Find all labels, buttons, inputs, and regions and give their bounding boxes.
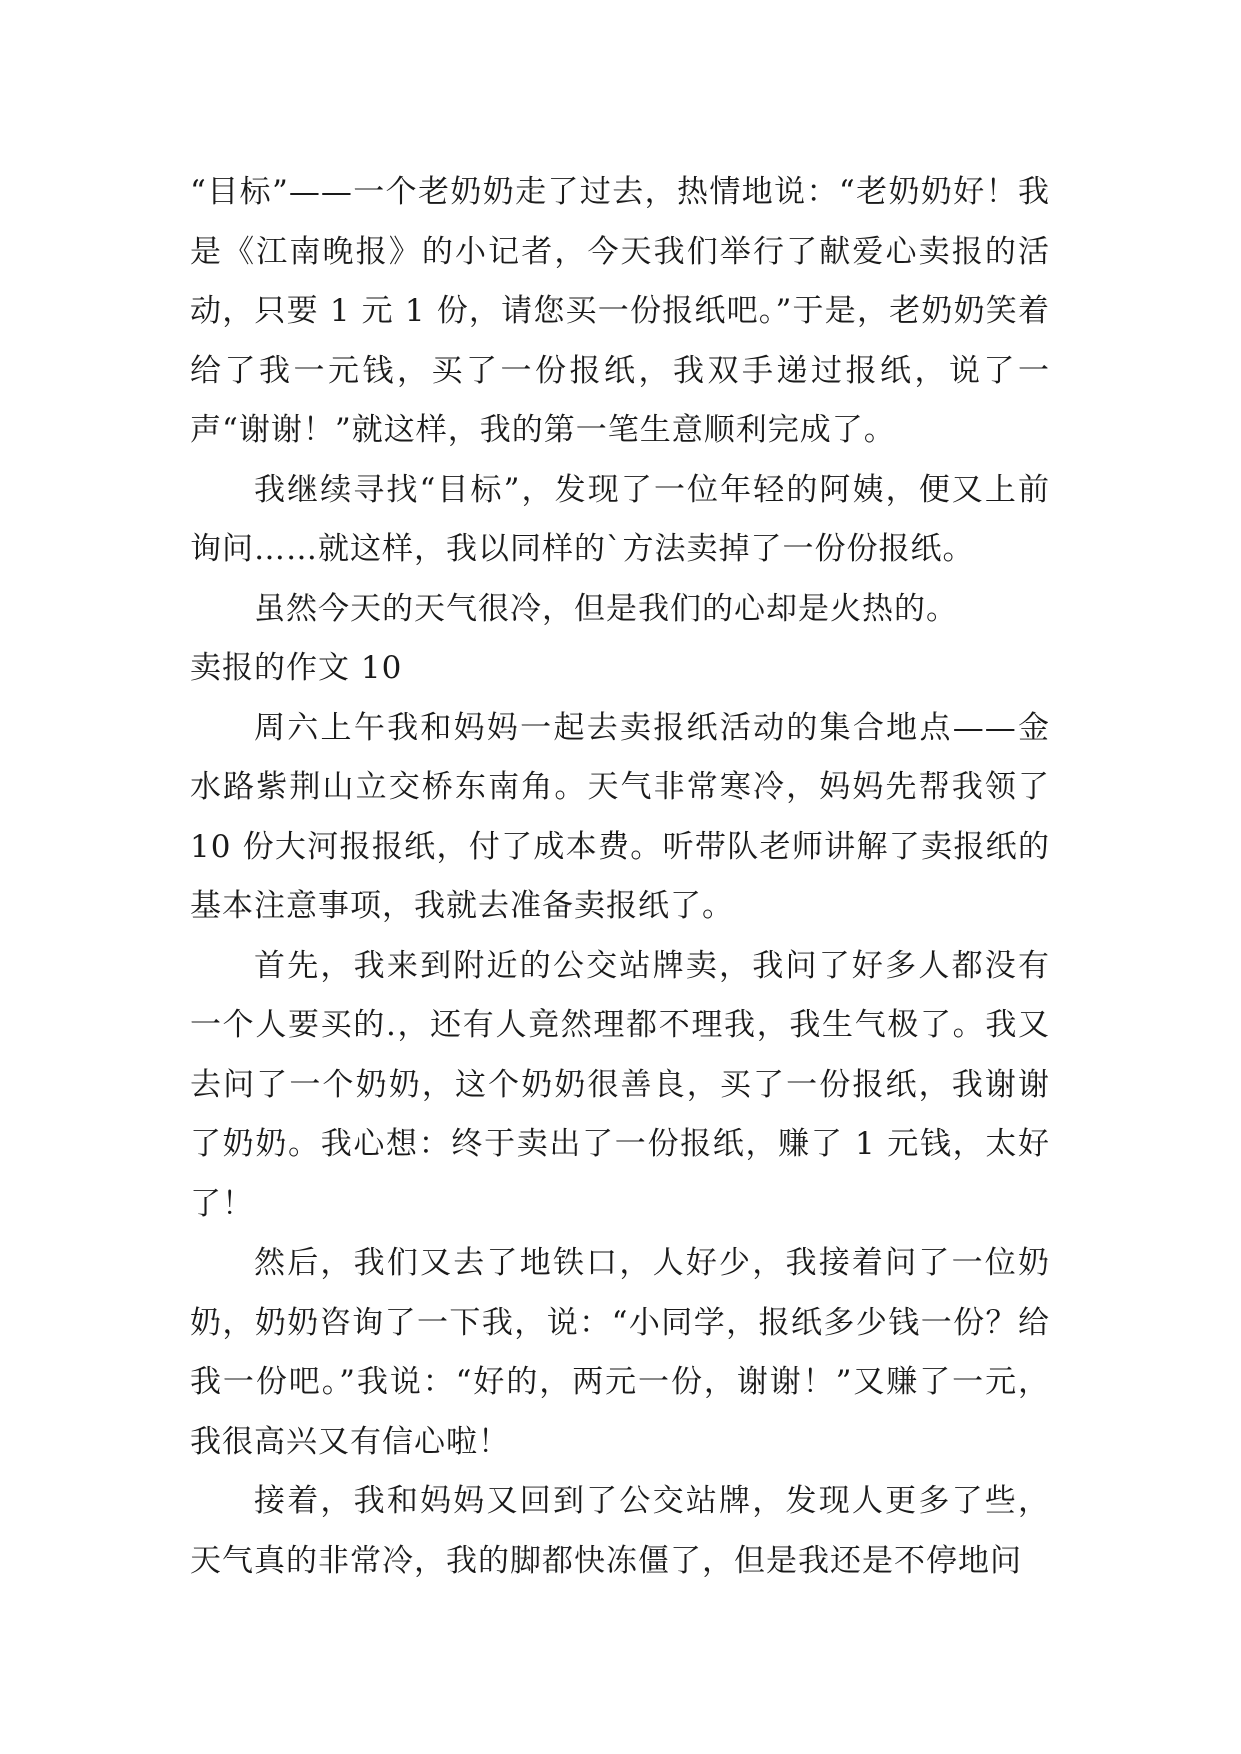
paragraph: 接着，我和妈妈又回到了公交站牌，发现人更多了些，天气真的非常冷，我的脚都快冻僵了，但是我还是不停地问 — [190, 1483, 1050, 1579]
paragraph: 然后，我们又去了地铁口，人好少，我接着问了一位奶奶，奶奶咨询了一下我，说：“小同学，报纸多少钱一份？给我一份吧。”我说：“好的，两元一份，谢谢！”又赚了一元，我很高兴又有信心啦！ — [190, 1245, 1050, 1460]
paragraph: 虽然今天的天气很冷，但是我们的心却是火热的。 — [254, 590, 958, 627]
section-heading: 卖报的作文 10 — [190, 650, 403, 686]
paragraph: “目标”——一个老奶奶走了过去，热情地说：“老奶奶好！我是《江南晚报》的小记者，今天我们举行了献爱心卖报的活动，只要 1 元 1 份，请您买一份报纸吧。”于是，老奶奶笑着给了我一元钱，买了一份报纸，我双手递过报纸，说了一声“谢谢！”就这样，我的第一笔生意顺利完成了。 — [190, 174, 1050, 448]
paragraph: 周六上午我和妈妈一起去卖报纸活动的集合地点——金水路紫荆山立交桥东南角。天气非常寒冷，妈妈先帮我领了 10 份大河报报纸，付了成本费。听带队老师讲解了卖报纸的基本注意事项，我就去准备卖报纸了。 — [190, 709, 1050, 924]
paragraph: 首先，我来到附近的公交站牌卖，我问了好多人都没有一个人要买的.，还有人竟然理都不理我，我生气极了。我又去问了一个奶奶，这个奶奶很善良，买了一份报纸，我谢谢了奶奶。我心想：终于卖出了一份报纸，赚了 1 元钱，太好了！ — [190, 947, 1050, 1222]
document-body — [190, 163, 1050, 1591]
paragraph: 我继续寻找“目标”，发现了一位年轻的阿姨，便又上前询问……就这样，我以同样的`方法卖掉了一份份报纸。 — [190, 471, 1050, 567]
